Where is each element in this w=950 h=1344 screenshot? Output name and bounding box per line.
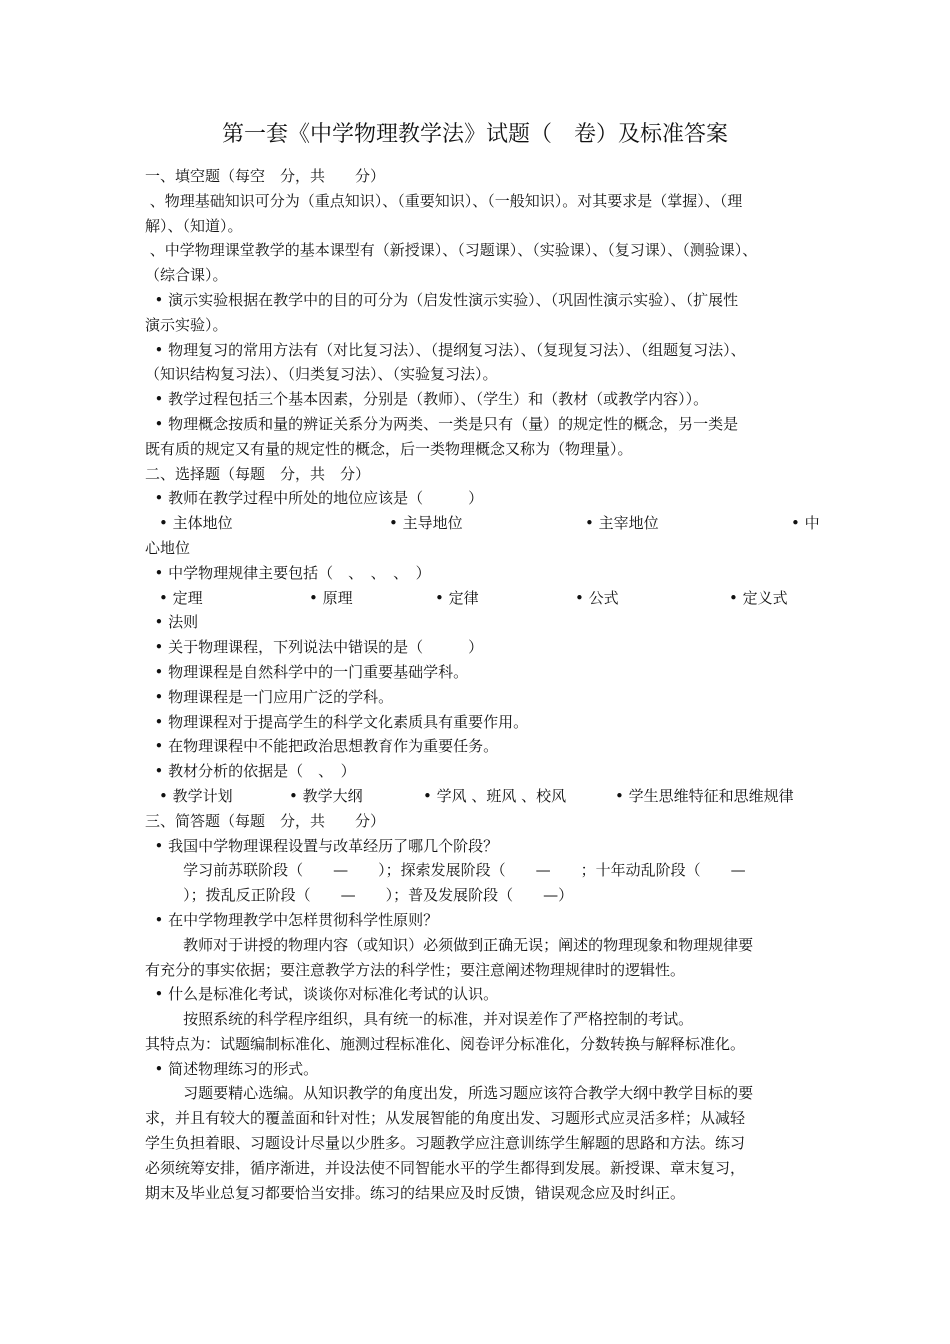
option-item: • 学生思维特征和思维规律 — [615, 786, 794, 805]
section-heading-short-answer: 三、简答题（每题 分，共 分） — [145, 811, 386, 830]
text-line: • 法则 — [145, 613, 199, 632]
option-item: • 中 — [791, 514, 820, 533]
option-item: • 定理 — [159, 588, 203, 607]
text-line: 按照系统的科学程序组织，具有统一的标准，并对误差作了严格控制的考试。 — [145, 1010, 694, 1029]
text-line: • 演示实验根据在教学中的目的可分为（启发性演示实验）、（巩固性演示实验）、（扩展性 — [145, 290, 739, 309]
question-line: • 中学物理规律主要包括（ 、 、 、 ） — [145, 563, 431, 582]
text-line: 有充分的事实依据；要注意教学方法的科学性；要注意阐述物理规律时的逻辑性。 — [145, 960, 686, 979]
text-line: • 物理课程对于提高学生的科学文化素质具有重要作用。 — [145, 712, 529, 731]
text-line: • 物理课程是自然科学中的一门重要基础学科。 — [145, 662, 469, 681]
option-row — [145, 784, 825, 809]
text-line: • 物理复习的常用方法有（对比复习法）、（提纲复习法）、（复现复习法）、（组题复习法）、 — [145, 340, 746, 359]
text-line: 教师对于讲授的物理内容（或知识）必须做到正确无误；阐述的物理现象和物理规律要 — [145, 935, 754, 954]
section-heading-choice: 二、选择题（每题 分，共 分） — [145, 464, 371, 483]
text-line: 其特点为：试题编制标准化、施测过程标准化、阅卷评分标准化，分数转换与解释标准化。 — [145, 1034, 746, 1053]
section-heading-fill-in: 一、填空题（每空 分，共 分） — [145, 167, 386, 185]
question-line: • 教师在教学过程中所处的地位应该是（ ） — [145, 489, 484, 508]
option-item: • 教学大纲 — [289, 786, 363, 805]
option-item: • 主导地位 — [389, 514, 463, 533]
question-line: • 教材分析的依据是（ 、 ） — [145, 762, 356, 781]
text-line: 学生负担着眼、习题设计尽量以少胜多。习题教学应注意训练学生解题的思路和方法。练习 — [145, 1134, 746, 1153]
option-item: • 教学计划 — [159, 786, 233, 805]
text-line: • 简述物理练习的形式。 — [145, 1059, 319, 1078]
text-line: 必须统筹安排，循序渐进，并设法使不同智能水平的学生都得到发展。新授课、章末复习， — [145, 1158, 746, 1177]
text-line: • 物理概念按质和量的辨证关系分为两类、一类是只有（量）的规定性的概念，另一类是 — [145, 414, 739, 433]
text-line: ）；拨乱反正阶段（ — ）；普及发展阶段（ —） — [145, 886, 574, 905]
text-line: • 在中学物理教学中怎样贯彻科学性原则？ — [145, 910, 439, 929]
option-row — [145, 511, 825, 536]
option-item: • 定律 — [435, 588, 479, 607]
text-line: 、中学物理课堂教学的基本课型有（新授课）、（习题课）、（实验课）、（复习课）、（测验课）、 — [145, 241, 758, 260]
text-line: 、物理基础知识可分为（重点知识）、（重要知识）、（一般知识）。对其要求是（掌握）、（理 — [145, 191, 743, 210]
text-line: 求，并且有较大的覆盖面和针对性；从发展智能的角度出发、习题形式应灵活多样；从减轻 — [145, 1109, 746, 1128]
option-item: • 定义式 — [729, 588, 788, 607]
text-line: 解）、（知道）。 — [145, 216, 243, 235]
option-item: • 主宰地位 — [585, 514, 659, 533]
text-line: （知识结构复习法）、（归类复习法）、（实验复习法）。 — [145, 365, 498, 384]
text-line: • 什么是标准化考试，谈谈你对标准化考试的认识。 — [145, 985, 499, 1004]
text-line: 既有质的规定又有量的规定性的概念，后一类物理概念又称为（物理量）。 — [145, 439, 633, 458]
text-line: （综合课）。 — [145, 266, 228, 285]
text-line: • 我国中学物理课程设置与改革经历了哪几个阶段？ — [145, 836, 499, 855]
document-body — [145, 164, 825, 1205]
text-line: 期末及毕业总复习都要恰当安排。练习的结果应及时反馈，错误观念应及时纠正。 — [145, 1183, 686, 1202]
option-item: • 学风 、班风 、校风 — [423, 786, 567, 805]
document-title: 第一套《中学物理教学法》试题（ 卷）及标准答案 — [221, 122, 728, 147]
option-row — [145, 586, 825, 611]
text-line: • 在物理课程中不能把政治思想教育作为重要任务。 — [145, 737, 499, 756]
option-item: • 原理 — [309, 588, 353, 607]
text-line: 演示实验）。 — [145, 315, 228, 334]
text-line: 学习前苏联阶段（ — ）；探索发展阶段（ — ；十年动乱阶段（ — — [145, 861, 746, 880]
text-line: • 教学过程包括三个基本因素，分别是（教师）、（学生）和（教材（或教学内容））。 — [145, 390, 709, 409]
text-line: 心地位 — [145, 538, 191, 557]
text-line: 习题要精心选编。从知识教学的角度出发，所选习题应该符合教学大纲中教学目标的要 — [145, 1084, 754, 1103]
text-line: • 物理课程是一门应用广泛的学科。 — [145, 687, 394, 706]
option-item: • 公式 — [575, 588, 619, 607]
option-item: • 主体地位 — [159, 514, 233, 533]
question-line: • 关于物理课程，下列说法中错误的是（ ） — [145, 638, 484, 657]
